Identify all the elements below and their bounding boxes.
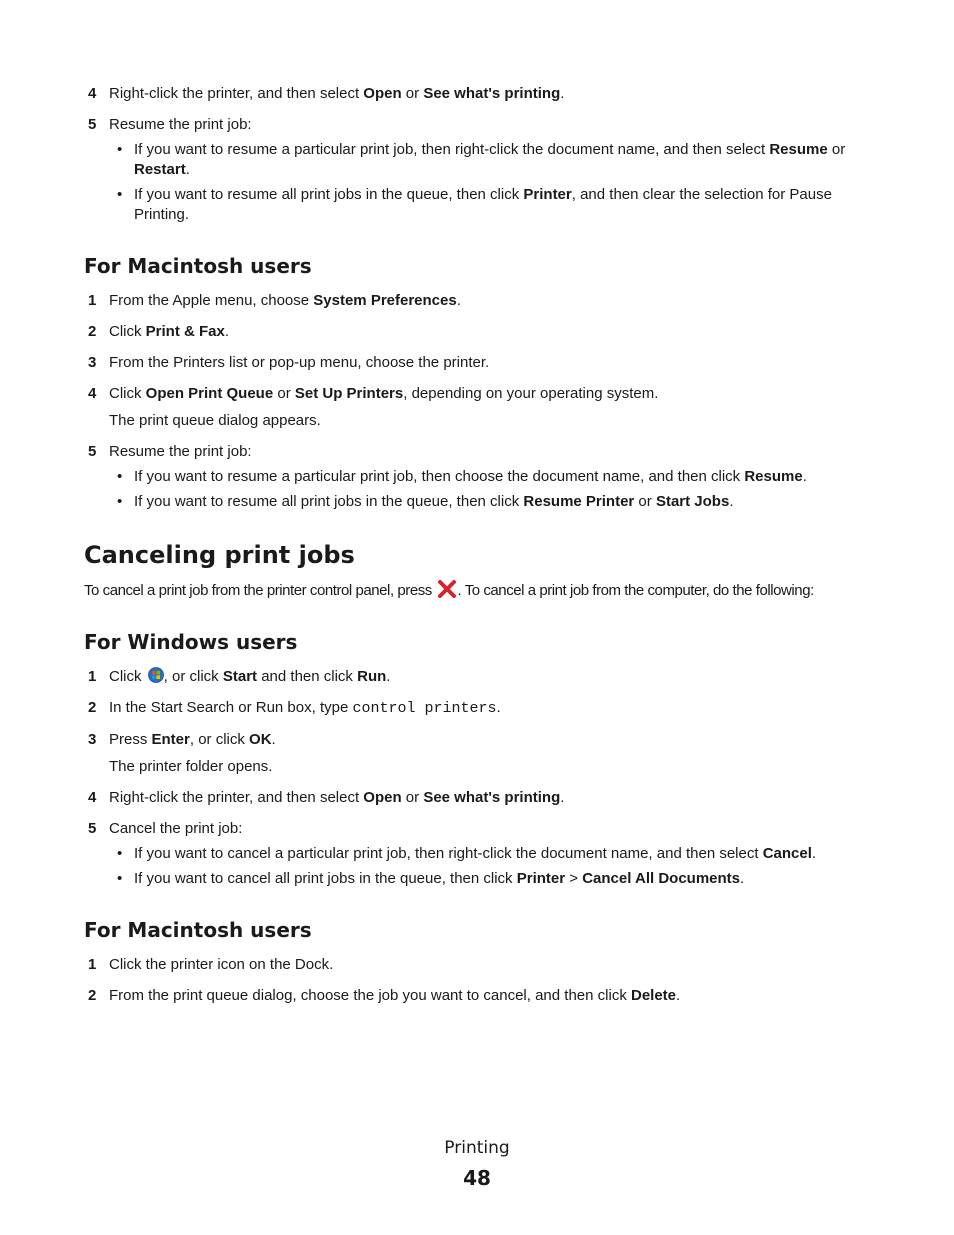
step-2: 2 In the Start Search or Run box, type control printers. [88,699,501,717]
step-2: 2 Click Print & Fax. [88,323,230,340]
list-item: • If you want to cancel a particular print job, then right-click the document name, and then select Cancel. [134,844,874,864]
list-item: • If you want to resume all print jobs in the queue, then click Printer, and then clear the selection for Pause Printing. [134,185,874,225]
bullet-list [84,140,874,225]
step-number: 4 [88,789,97,806]
page-number: 48 [463,1166,491,1190]
step-2: 2 From the print queue dialog, choose the job you want to cancel, and then click Delete. [88,987,681,1004]
step-number: 1 [88,292,97,309]
cancel-mac-steps [84,955,874,1006]
list-item: • If you want to resume a particular print job, then choose the document name, and then click Resume. [134,467,874,487]
bullet-list [84,467,874,512]
step-number: 4 [88,385,97,402]
step-5: 5 Resume the print job: [88,443,252,460]
section-intro: To cancel a print job from the printer control panel, press . To cancel a print job from the computer, do the following: [84,582,814,599]
step-number: 5 [88,820,97,837]
heading-windows-users: For Windows users [84,630,298,654]
step-number: 5 [88,116,97,133]
section-title: Canceling print jobs [84,541,355,569]
step-number: 5 [88,443,97,460]
step-number: 2 [88,323,97,340]
step-number: 3 [88,731,97,748]
step-1: 1 Click , or click Start and then click Run. [88,668,391,685]
footer-section-label: Printing [444,1138,510,1158]
cancel-windows-steps [84,667,874,889]
step-number: 1 [88,956,97,973]
step-1: 1 Click the printer icon on the Dock. [88,956,334,973]
step-number: 2 [88,987,97,1004]
heading-macintosh-users: For Macintosh users [84,918,312,942]
command-text: control printers [352,700,497,717]
list-item: • If you want to cancel all print jobs in the queue, then click Printer > Cancel All Documents. [134,869,874,889]
step-4: 4 Click Open Print Queue or Set Up Printers, depending on your operating system. [88,385,659,402]
step-number: 2 [88,699,97,716]
step-note: The print queue dialog appears. [109,412,321,429]
list-item: • If you want to resume all print jobs in the queue, then click Resume Printer or Start Jobs. [134,492,874,512]
resume-mac-steps [84,291,874,512]
cancel-x-icon [437,580,457,598]
list-item: • If you want to resume a particular print job, then right-click the document name, and then select Resume or Restart. [134,140,874,180]
step-note: The printer folder opens. [109,758,273,775]
step-number: 4 [88,85,97,102]
heading-macintosh-users: For Macintosh users [84,254,312,278]
step-4: 4 Right-click the printer, and then select Open or See what's printing. [88,85,565,102]
step-number: 1 [88,668,97,685]
step-5: 5 Cancel the print job: [88,820,243,837]
step-3: 3 Press Enter, or click OK. [88,731,276,748]
bullet-list [84,844,874,889]
step-3: 3 From the Printers list or pop-up menu, choose the printer. [88,354,490,371]
step-number: 3 [88,354,97,371]
page-content [84,84,874,1006]
step-1: 1 From the Apple menu, choose System Preferences. [88,292,461,309]
resume-windows-steps [84,84,874,225]
step-5: 5 Resume the print job: [88,116,252,133]
windows-start-orb-icon [148,667,164,683]
step-4: 4 Right-click the printer, and then select Open or See what's printing. [88,789,565,806]
